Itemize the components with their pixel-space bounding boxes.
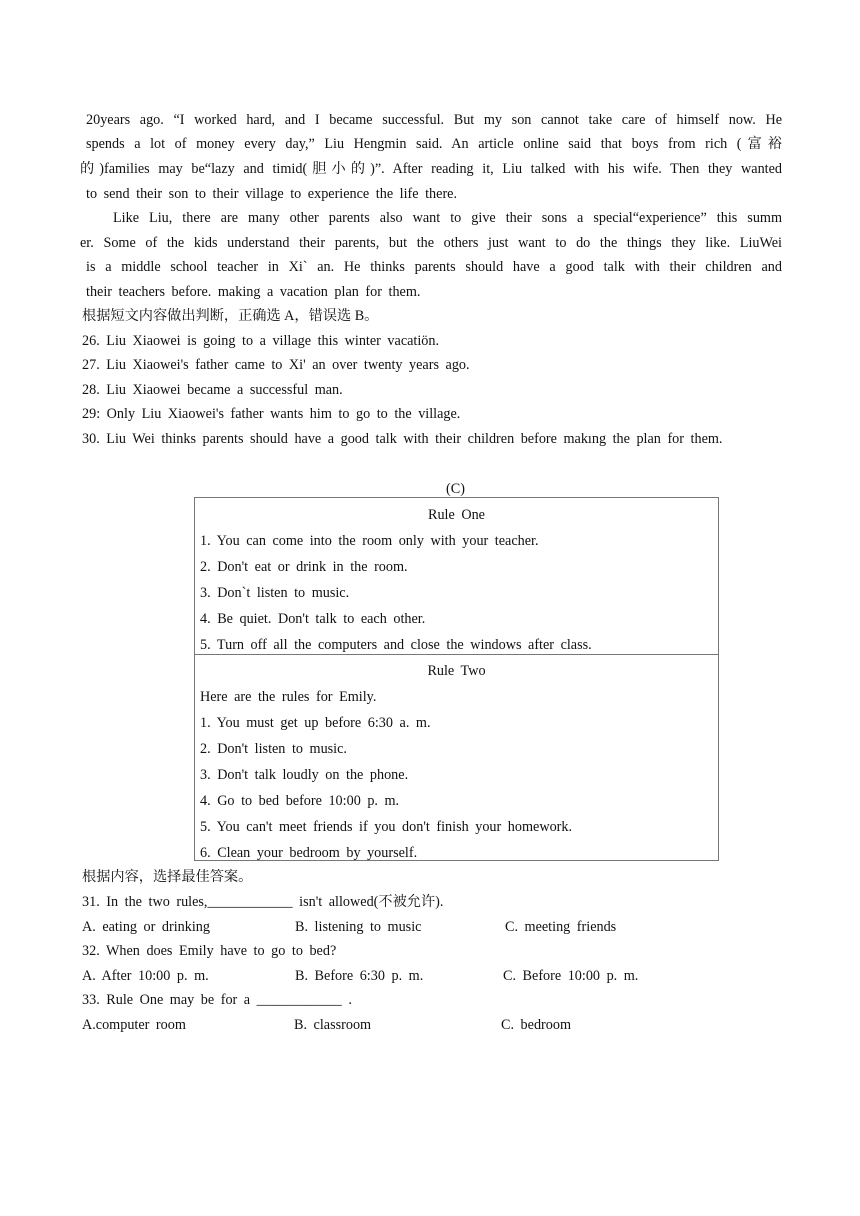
section-c-instruction: 根据内容，选择最佳答案。 [82, 869, 253, 885]
rule-two-title: Rule Two [427, 663, 486, 679]
rule-two-item: 6. Clean your bedroom by yourself. [200, 845, 418, 861]
passage-line: Like Liu, there are many other parents also want to give their sons a special“experience” this summ [113, 210, 782, 226]
question-29: 29: Only Liu Xiaowei's father wants him to go to the village. [82, 406, 461, 422]
question-32-option-c: C. Before 10:00 p. m. [503, 968, 639, 984]
passage-line: 的)families may be“lazy and timid(胆小的)”. After reading it, Liu talked with his wife. Then they wanted [80, 161, 782, 177]
question-33-option-a: A.computer room [82, 1017, 186, 1033]
rule-one-item: 2. Don't eat or drink in the room. [200, 559, 408, 575]
question-30: 30. Liu Wei thinks parents should have a good talk with their children before makıng the plan for them. [82, 431, 723, 447]
passage-line: to send their son to their village to experience the life there. [86, 186, 458, 202]
rule-two-item: 4. Go to bed before 10:00 p. m. [200, 793, 400, 809]
rule-two-item: 5. You can't meet friends if you don't finish your homework. [200, 819, 573, 835]
question-31: 31. In the two rules,____________ isn't allowed(不被允许). [82, 894, 444, 910]
rule-two-item: 2. Don't listen to music. [200, 741, 347, 757]
section-b-instruction: 根据短文内容做出判断，正确选 A，错误选 B。 [82, 308, 379, 324]
rule-two-item: 3. Don't talk loudly on the phone. [200, 767, 409, 783]
passage-line: er. Some of the kids understand their parents, but the others just want to do the things they like. LiuWei [80, 235, 782, 251]
section-c-heading: (C) [446, 481, 465, 497]
rule-two-intro: Here are the rules for Emily. [200, 689, 377, 705]
rule-one-title: Rule One [428, 507, 485, 523]
passage-line: 20years ago. “I worked hard, and I became successful. But my son cannot take care of himself now. He [86, 112, 782, 128]
question-31-option-a: A. eating or drinking [82, 919, 210, 935]
table-divider [195, 654, 718, 655]
rules-table [194, 497, 719, 861]
question-33-option-c: C. bedroom [501, 1017, 571, 1033]
question-26: 26. Liu Xiaowei is going to a village this winter vacatiön. [82, 333, 440, 349]
rule-one-item: 3. Don`t listen to music. [200, 585, 350, 601]
passage-line: their teachers before. making a vacation plan for them. [86, 284, 421, 300]
question-32: 32. When does Emily have to go to bed? [82, 943, 337, 959]
question-28: 28. Liu Xiaowei became a successful man. [82, 382, 343, 398]
rule-one-item: 5. Turn off all the computers and close the windows after class. [200, 637, 592, 653]
question-33-option-b: B. classroom [294, 1017, 372, 1033]
passage-line: spends a lot of money every day,” Liu Hengmin said. An article online said that boys from rich (富裕 [86, 136, 782, 152]
rule-two-item: 1. You must get up before 6:30 a. m. [200, 715, 431, 731]
question-32-option-a: A. After 10:00 p. m. [82, 968, 209, 984]
question-32-option-b: B. Before 6:30 p. m. [295, 968, 424, 984]
question-27: 27. Liu Xiaowei's father came to Xi' an over twenty years ago. [82, 357, 470, 373]
rule-one-item: 1. You can come into the room only with your teacher. [200, 533, 539, 549]
rule-one-item: 4. Be quiet. Don't talk to each other. [200, 611, 426, 627]
question-31-option-b: B. listening to music [295, 919, 422, 935]
question-31-option-c: C. meeting friends [505, 919, 617, 935]
passage-line: is a middle school teacher in Xi` an. He thinks parents should have a good talk with their children and [86, 259, 782, 275]
question-33: 33. Rule One may be for a ____________ . [82, 992, 352, 1008]
